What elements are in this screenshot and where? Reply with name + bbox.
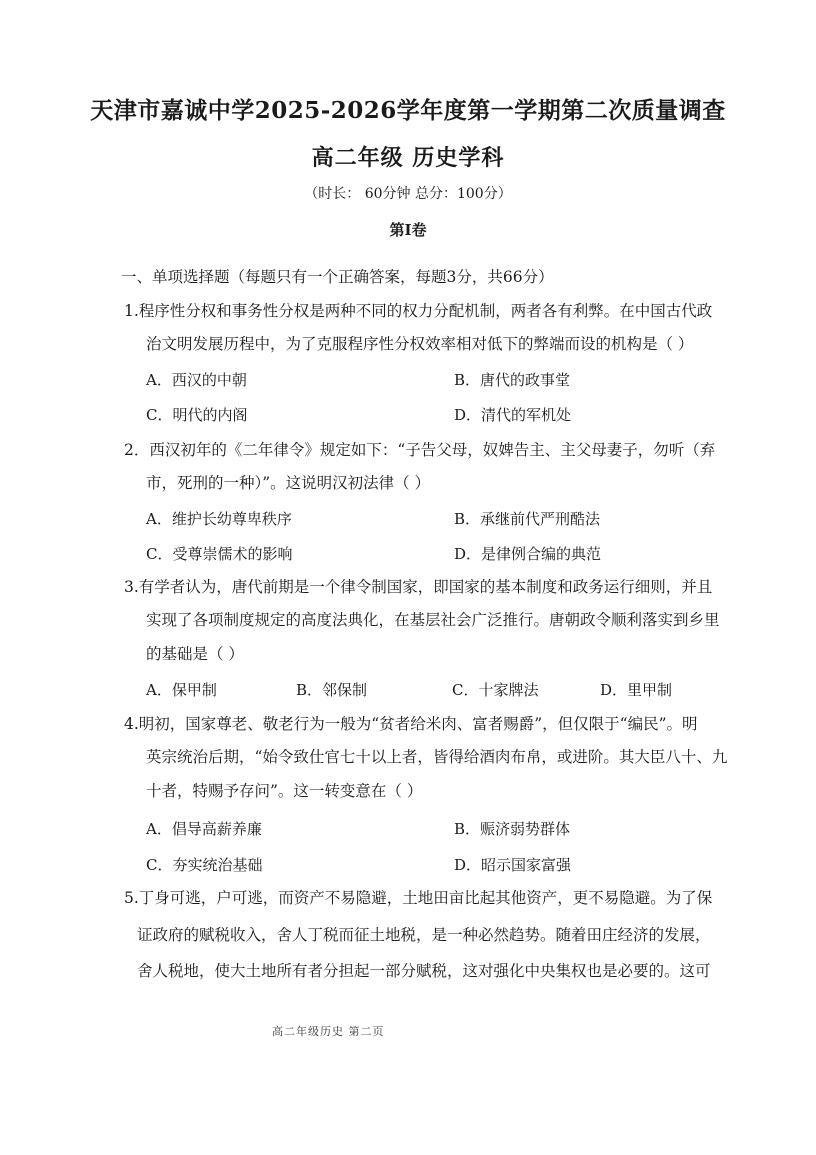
question-5-line-3: 舍人税地，使大土地所有者分担起一部分赋税，这对强化中央集权也是必要的。这可: [137, 962, 711, 980]
question-1-option-b: B．唐代的政事堂: [454, 371, 571, 389]
question-1-line-1: 1.程序性分权和事务性分权是两种不同的权力分配机制，两者各有利弊。在中国古代政: [124, 302, 713, 320]
question-3-line-3: 的基础是（ ）: [146, 645, 244, 663]
exam-meta: （时长： 60分钟 总分：100分）: [304, 186, 512, 202]
question-2-line-1: 2．西汉初年的《二年律令》规定如下：“子告父母，奴婢告主、主父母妻子，勿听（弃: [124, 441, 716, 459]
question-4-line-3: 十者，特赐予存问”。这一转变意在（ ）: [146, 782, 423, 800]
exam-title: 天津市嘉诚中学2025-2026学年度第一学期第二次质量调查: [90, 97, 726, 124]
question-4-option-d: D．昭示国家富强: [454, 856, 572, 874]
question-3-option-d: D．里甲制: [600, 681, 673, 699]
question-3-option-b: B．邻保制: [296, 681, 368, 699]
question-4-option-c: C．夯实统治基础: [146, 856, 263, 874]
question-2-option-a: A．维护长幼尊卑秩序: [146, 510, 292, 528]
question-4-line-2: 英宗统治后期，“始令致仕官七十以上者，皆得给酒肉布帛，或进阶。其大臣八十、九: [146, 748, 728, 766]
question-2-option-b: B．承继前代严刑酷法: [454, 510, 601, 528]
question-4-option-b: B．赈济弱势群体: [454, 820, 571, 838]
question-2-line-2: 市，死刑的一种）”。这说明汉初法律（ ）: [146, 474, 431, 492]
question-1-option-c: C．明代的内阁: [146, 406, 248, 424]
question-1-option-d: D．清代的军机处: [454, 406, 572, 424]
section-title: 一、单项选择题（每题只有一个正确答案，每题3分，共66分）: [121, 268, 554, 286]
question-2-option-c: C．受尊崇儒术的影响: [146, 545, 293, 563]
question-3-line-1: 3.有学者认为，唐代前期是一个律令制国家，即国家的基本制度和政务运行细则，并且: [124, 578, 713, 596]
question-5-line-2: 证政府的赋税收入，舍人丁税而征土地税，是一种必然趋势。随着田庄经济的发展，: [137, 926, 711, 944]
question-1-line-2: 治文明发展历程中，为了克服程序性分权效率相对低下的弊端而设的机构是（ ）: [146, 335, 694, 353]
question-4-line-1: 4.明初，国家尊老、敬老行为一般为“贫者给米肉、富者赐爵”，但仅限于“编民”。明: [124, 715, 698, 733]
question-3-option-a: A．保甲制: [146, 681, 217, 699]
question-5-line-1: 5.丁身可逃，户可逃，而资产不易隐避，土地田亩比起其他资产，更不易隐避。为了保: [124, 889, 713, 907]
question-3-line-2: 实现了各项制度规定的高度法典化，在基层社会广泛推行。唐朝政令顺利落实到乡里: [146, 611, 720, 629]
question-3-option-c: C．十家牌法: [452, 681, 539, 699]
question-1-option-a: A．西汉的中朝: [146, 371, 247, 389]
question-4-option-a: A．倡导高薪养廉: [146, 820, 262, 838]
question-2-option-d: D．是律例合编的典范: [454, 545, 602, 563]
exam-subtitle: 高二年级 历史学科: [311, 145, 505, 171]
volume-label: 第Ⅰ卷: [389, 221, 427, 239]
page-footer: 高二年级历史 第二页: [272, 1025, 385, 1038]
